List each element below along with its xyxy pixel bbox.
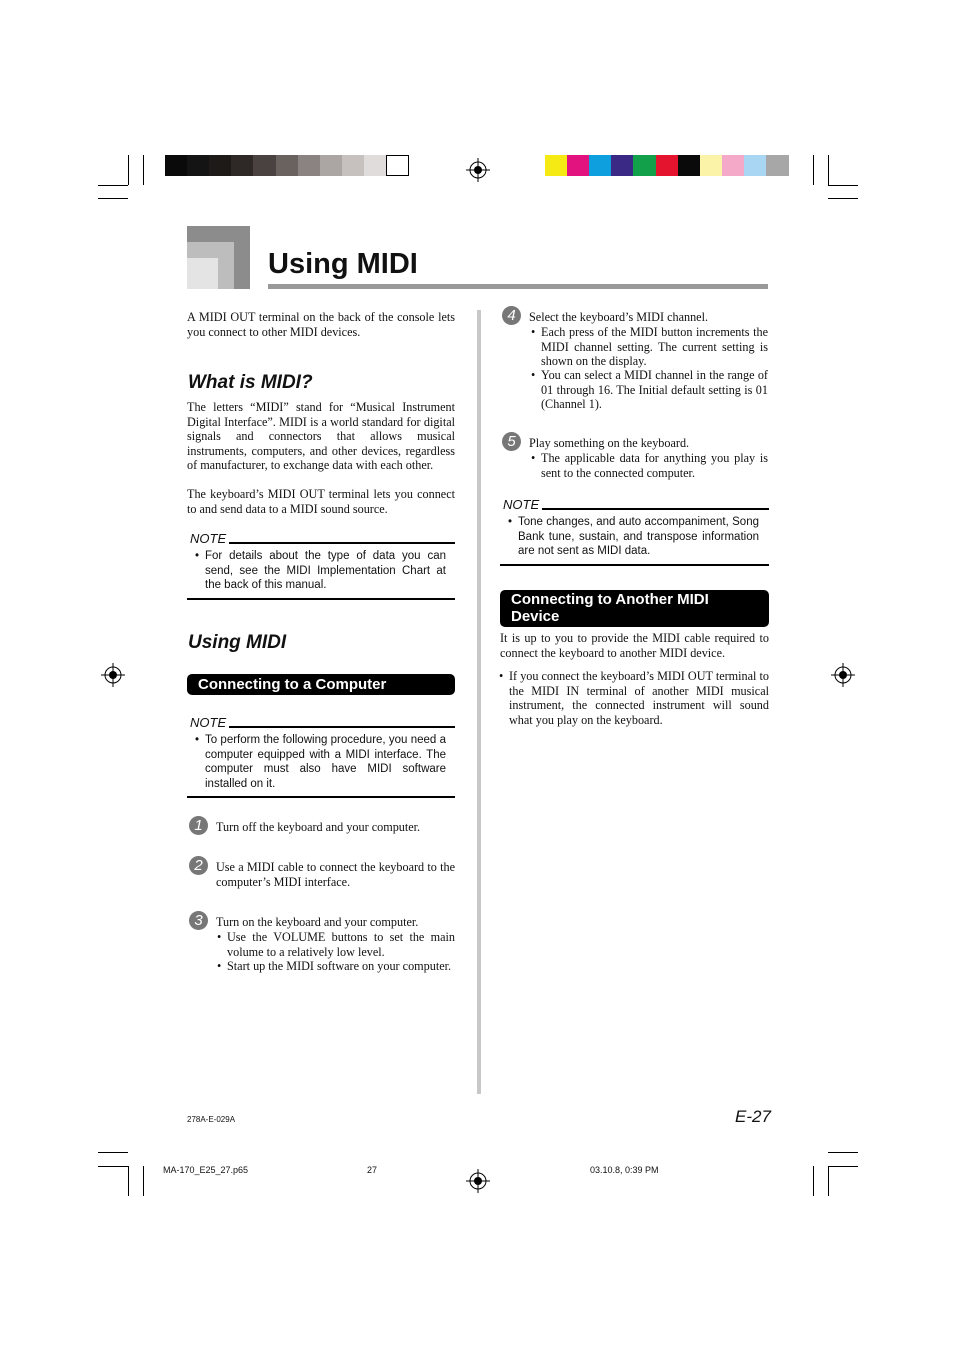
color-swatch xyxy=(766,155,789,176)
step-bullet: • Use the VOLUME buttons to set the main volume to a relatively low level. xyxy=(227,930,455,959)
crop-mark xyxy=(828,1166,829,1196)
crop-mark xyxy=(128,155,129,185)
note-rule-bottom xyxy=(187,598,455,600)
step-number: 4 xyxy=(502,306,521,325)
note-text: • For details about the type of data you can send, see the MIDI Implementation Chart at the back of this manual. xyxy=(205,549,446,593)
step-number: 5 xyxy=(502,432,521,451)
title-decoration xyxy=(187,226,250,289)
color-swatch xyxy=(276,155,299,176)
step-text: Turn off the keyboard and your computer. xyxy=(216,820,421,834)
step-text: Turn on the keyboard and your computer. xyxy=(216,915,419,929)
crop-mark xyxy=(98,1166,128,1167)
step-number: 1 xyxy=(189,816,208,835)
color-swatch xyxy=(165,155,188,176)
color-swatch xyxy=(567,155,590,176)
device-paragraph: It is up to you to provide the MIDI cable required to connect the keyboard to another MIDI device. xyxy=(500,631,769,660)
color-swatch xyxy=(744,155,767,176)
crop-mark xyxy=(828,1152,858,1153)
note-rule-top xyxy=(542,508,769,510)
color-swatch xyxy=(633,155,656,176)
crop-mark xyxy=(813,1166,814,1196)
step-bullet: • Each press of the MIDI button increments the MIDI channel setting. The current setting is shown on the display. xyxy=(541,325,768,369)
step-text: Select the keyboard’s MIDI channel. xyxy=(529,310,709,324)
color-swatch xyxy=(386,155,409,176)
color-swatch xyxy=(545,155,568,176)
note-rule-top xyxy=(229,542,455,544)
crop-mark xyxy=(828,1166,858,1167)
note-rule-bottom xyxy=(187,796,455,798)
registration-mark-icon xyxy=(101,663,125,687)
what-paragraph-2: The keyboard’s MIDI OUT terminal lets you connect to and send data to a MIDI sound source. xyxy=(187,487,455,516)
crop-mark xyxy=(98,185,128,186)
intro-paragraph: A MIDI OUT terminal on the back of the console lets you connect to other MIDI devices. xyxy=(187,310,455,339)
step-bullet: • The applicable data for anything you play is sent to the connected computer. xyxy=(541,451,768,480)
note-label: NOTE xyxy=(190,715,227,730)
step-bullet: • You can select a MIDI channel in the range of 01 through 16. The Initial default setting is 01 (Channel 1). xyxy=(541,368,768,412)
color-swatch xyxy=(700,155,723,176)
page-title: Using MIDI xyxy=(268,248,418,280)
device-bullet: • If you connect the keyboard’s MIDI OUT terminal to the MIDI IN terminal of another MIDI musical instrument, the connected instrument will sound what you play on the keyboard. xyxy=(509,669,769,727)
footer-page-num: 27 xyxy=(367,1165,378,1175)
crop-mark xyxy=(828,198,858,199)
note-text: • To perform the following procedure, you need a computer equipped with a MIDI interface. The computer must also have MIDI software installed on it. xyxy=(205,733,446,791)
color-swatch xyxy=(678,155,701,176)
color-swatch xyxy=(298,155,321,176)
crop-mark xyxy=(98,1152,128,1153)
step-text: Use a MIDI cable to connect the keyboard to the computer’s MIDI interface. xyxy=(216,860,455,889)
doc-code: 278A-E-029A xyxy=(187,1115,236,1124)
registration-mark-icon xyxy=(466,1169,490,1193)
color-swatch xyxy=(364,155,387,176)
crop-mark xyxy=(98,198,128,199)
note-text: • Tone changes, and auto accompaniment, Song Bank tune, sustain, and transpose information are not sent as MIDI data. xyxy=(518,515,759,559)
color-swatch xyxy=(253,155,276,176)
crop-mark xyxy=(128,1166,129,1196)
color-swatch xyxy=(722,155,745,176)
color-swatch xyxy=(342,155,365,176)
crop-mark xyxy=(828,155,829,185)
color-swatch xyxy=(209,155,232,176)
note-rule-bottom xyxy=(500,564,769,566)
column-divider xyxy=(477,310,481,1094)
color-swatch xyxy=(656,155,679,176)
crop-mark xyxy=(143,1166,144,1196)
step-text: Play something on the keyboard. xyxy=(529,436,690,450)
section-heading-what-is-midi: What is MIDI? xyxy=(188,372,313,393)
section-heading-using-midi: Using MIDI xyxy=(188,632,287,653)
color-swatch xyxy=(187,155,210,176)
crop-mark xyxy=(828,185,858,186)
color-swatch xyxy=(231,155,254,176)
step-number: 3 xyxy=(189,911,208,930)
footer-timestamp: 03.10.8, 0:39 PM xyxy=(590,1165,659,1175)
page-number-label: E-27 xyxy=(735,1107,771,1126)
registration-mark-icon xyxy=(831,663,855,687)
color-swatch xyxy=(589,155,612,176)
what-paragraph-1: The letters “MIDI” stand for “Musical Instrument Digital Interface”. MIDI is a world standard for digital signals and connectors that allows musical instruments, computers, and other devices, regardless of manufacturer, to exchange data with each other. xyxy=(187,400,455,473)
subsection-bar-line: Device xyxy=(511,608,560,625)
title-underline xyxy=(268,284,768,289)
subsection-bar-device xyxy=(500,590,769,627)
note-rule-top xyxy=(229,726,455,728)
step-bullet: • Start up the MIDI software on your computer. xyxy=(227,959,455,974)
color-swatch xyxy=(320,155,343,176)
crop-mark xyxy=(813,155,814,185)
registration-mark-icon xyxy=(466,158,490,182)
subsection-bar-line: Connecting to Another MIDI xyxy=(511,591,709,608)
subsection-bar-computer: Connecting to a Computer xyxy=(187,674,455,695)
crop-mark xyxy=(143,155,144,185)
note-label: NOTE xyxy=(503,497,540,512)
footer-file: MA-170_E25_27.p65 xyxy=(163,1165,249,1175)
step-number: 2 xyxy=(189,856,208,875)
color-swatch xyxy=(611,155,634,176)
note-label: NOTE xyxy=(190,531,227,546)
